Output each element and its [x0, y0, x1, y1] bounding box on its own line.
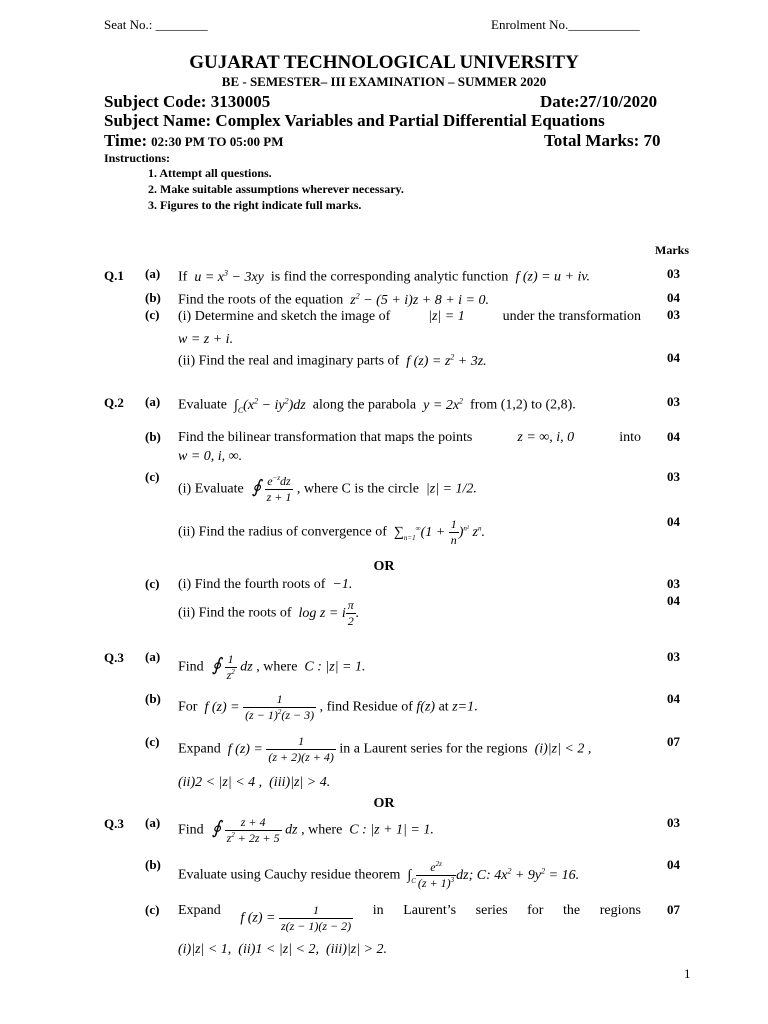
time-value: 02:30 PM TO 05:00 PM — [151, 134, 284, 149]
q1c-ii-text — [178, 352, 487, 370]
part-label: (c) — [145, 307, 160, 322]
q2cor-i-label: (i) Find the fourth roots of — [178, 577, 326, 592]
q2a-integral: $\int_C(x^2 - iy^2)dz$ — [230, 396, 310, 415]
q1c-i-transformation: w = z + i. — [178, 332, 234, 347]
q3or-c-the: the — [563, 903, 581, 918]
q3c-region-i: (i)|z| < 2 , — [531, 741, 592, 757]
q3b-at: at — [438, 699, 449, 715]
part-label: (b) — [145, 691, 161, 706]
q2b-into: into — [619, 430, 641, 445]
q3or-c-regions: regions — [599, 903, 641, 918]
q2cor-i-text — [178, 577, 352, 593]
part-label: (c) — [145, 469, 160, 484]
q2b-images: w = 0, i, ∞. — [178, 449, 243, 464]
part-label: (a) — [145, 649, 161, 664]
marks-value: 04 — [667, 691, 680, 706]
part-label: (a) — [145, 394, 161, 409]
q1a-if: If — [178, 269, 188, 285]
part-label: (c) — [145, 902, 160, 917]
question-label: Q.1 — [104, 268, 124, 283]
q2b-points: z = ∞, i, 0 — [517, 430, 575, 445]
q2c-ii-series: $\sum_{n=1}^\infty(1$ + $\frac{1}{n}$ )$^{n^2}$ $z^n$. — [390, 517, 485, 547]
q3or-a-contour: C : |z + 1| = 1. — [345, 822, 434, 838]
question-label: Q.3 — [104, 816, 124, 831]
part-label: (b) — [145, 857, 161, 872]
q1c-ii-formula: f $(z) = z^2 + 3z$. — [402, 352, 487, 369]
or-separator: OR — [373, 796, 395, 811]
instruction-item: 1. Attempt all questions. — [148, 166, 272, 180]
q3a-text: Find ∮ $\frac{1}{z^2}$ dz , where C : |z| = 1. — [178, 652, 366, 682]
q1c-i-part2: under the transformation — [502, 309, 641, 324]
q1a-formula-u: $u = x^3 - 3xy$ — [190, 268, 268, 285]
q2c-ii-text — [178, 517, 485, 548]
q3or-c-laurent: Laurent’s — [403, 903, 457, 918]
time-label: Time: — [104, 131, 148, 150]
marks-value: 04 — [667, 593, 680, 608]
q3c-expand: Expand — [178, 741, 221, 757]
marks-value: 03 — [667, 394, 680, 409]
q2c-i-where: , where C is the circle — [296, 481, 419, 497]
q3b-fz: f(z) — [416, 699, 436, 715]
exam-title: BE - SEMESTER– III EXAMINATION – SUMMER 2020 — [221, 74, 547, 89]
q3a-where: , where — [256, 659, 298, 675]
q3or-a-find: Find — [178, 822, 204, 838]
q3or-c-in: in — [372, 903, 384, 918]
q2a-text — [178, 396, 576, 414]
q3or-a-where: , where — [301, 822, 343, 838]
marks-value: 04 — [667, 429, 680, 444]
part-label: (a) — [145, 266, 161, 281]
q3or-a-text: Find ∮ $\frac{z + 4}{z^2 + 2z + 5}$ dz , where C : |z + 1| = 1. — [178, 815, 434, 845]
q3a-fraction: $\frac{1}{z^2}$ — [226, 652, 235, 682]
marks-value: 04 — [667, 514, 680, 529]
instruction-item: 3. Figures to the right indicate full marks. — [148, 198, 362, 212]
marks-value: 03 — [667, 576, 680, 591]
q1c-ii-label: (ii) Find the real and imaginary parts of — [178, 353, 400, 369]
q3or-a-fraction: $\frac{z + 4}{z^2 + 2z + 5}$ — [226, 815, 280, 845]
q3or-b-text — [178, 860, 579, 891]
q1b-text — [178, 291, 489, 309]
q1a-mid: is find the corresponding analytic function — [270, 269, 509, 285]
q2a-parabola: $y = 2x^2$ — [419, 396, 464, 413]
part-label: (c) — [145, 734, 160, 749]
q1b-formula: $z^2 - (5 + i)z + 8 + i = 0$. — [346, 291, 490, 308]
q1c-i-formula: |z| = 1 — [428, 309, 465, 324]
q3or-c-text — [178, 903, 641, 934]
question-label: Q.2 — [104, 395, 124, 410]
exam-date: Date:27/10/2020 — [540, 92, 658, 111]
q2c-i-circle: |z| = 1/2. — [422, 481, 477, 497]
q3b-formula: f (z) = $\frac{1}{(z - 1)^2(z - 3)}$ — [200, 692, 315, 722]
instruction-item: 2. Make suitable assumptions wherever necessary. — [148, 182, 404, 196]
q2a-eval: Evaluate — [178, 397, 227, 413]
marks-value: 03 — [667, 815, 680, 830]
subject-code: Subject Code: 3130005 — [104, 92, 271, 111]
q2b-label: Find the bilinear transformation that maps the points — [178, 430, 473, 445]
q3or-c-regions-formula: (i)|z| < 1, (ii)1 < |z| < 2, (iii)|z| > 2. — [178, 942, 388, 957]
q2c-i-label: (i) Evaluate — [178, 481, 244, 497]
part-label: (c) — [145, 576, 160, 591]
page-number: 1 — [684, 966, 691, 981]
subject-name: Subject Name: Complex Variables and Partial Differential Equations — [104, 111, 605, 130]
q3c-text — [178, 734, 591, 765]
marks-value: 07 — [667, 734, 680, 749]
q3b-find: , find Residue of — [319, 699, 413, 715]
q3or-c-formula: f (z) = $\frac{1}{z(z - 1)(z - 2)}$ — [240, 903, 352, 933]
q2c-ii-label: (ii) Find the radius of convergence of — [178, 524, 387, 540]
marks-value: 07 — [667, 902, 680, 917]
q2cor-i-value: −1. — [328, 577, 353, 592]
q3or-b-label: Evaluate using Cauchy residue theorem — [178, 867, 401, 883]
q1a-text — [178, 268, 590, 286]
marks-value: 03 — [667, 307, 680, 322]
q2a-from: from (1,2) to (2,8). — [470, 397, 576, 413]
marks-value: 03 — [667, 649, 680, 664]
q3a-contour: C : |z| = 1. — [300, 659, 366, 675]
seat-number-label: Seat No.: ________ — [104, 17, 208, 32]
marks-value: 04 — [667, 350, 680, 365]
part-label: (b) — [145, 429, 161, 444]
marks-value: 04 — [667, 857, 680, 872]
instructions-heading: Instructions: — [104, 151, 171, 165]
q3or-c-series: series — [475, 903, 508, 918]
q3b-z1: z=1 — [452, 699, 475, 715]
q3a-find: Find — [178, 659, 204, 675]
or-separator: OR — [373, 559, 395, 574]
marks-value: 03 — [667, 266, 680, 281]
q2c-i-text: (i) Evaluate ∮ $\frac{e^{-z}dz}{z + 1}$ , where C is the circle |z| = 1/2. — [178, 474, 477, 504]
q3c-series: in a Laurent series for the regions — [339, 741, 528, 757]
q3b-text: For f (z) = $\frac{1}{(z - 1)^2(z - 3)}$ , find Residue of f(z) at z=1. — [178, 692, 478, 722]
q3or-c-for: for — [527, 903, 544, 918]
q1c-i-part1: (i) Determine and sketch the image of — [178, 309, 391, 324]
marks-heading: Marks — [655, 243, 689, 257]
part-label: (a) — [145, 815, 161, 830]
q3b-for: For — [178, 699, 198, 715]
marks-value: 03 — [667, 469, 680, 484]
question-label: Q.3 — [104, 650, 124, 665]
enrolment-number-label: Enrolment No.___________ — [491, 17, 640, 32]
q1a-formula-f: f (z) = u + iv. — [511, 269, 591, 285]
q1b-label: Find the roots of the equation — [178, 292, 344, 308]
marks-value: 04 — [667, 290, 680, 305]
q3c-formula: f (z) = $\frac{1}{(z + 2)(z + 4)}$ — [224, 734, 334, 764]
q2a-along: along the parabola — [312, 397, 417, 413]
q1c-i-text — [178, 309, 641, 325]
university-title: GUJARAT TECHNOLOGICAL UNIVERSITY — [189, 52, 579, 73]
q3or-b-integral: $\int_C$ $\frac{e^{2z}}{(z + 1)^3}$ dz; C: $4x^2 + 9y^2 = 16$. — [403, 860, 580, 890]
part-label: (b) — [145, 290, 161, 305]
exam-time — [104, 131, 284, 151]
q2b-text — [178, 430, 641, 446]
q2cor-ii-label: (ii) Find the roots of — [178, 605, 292, 621]
q3c-regions: (ii)2 < |z| < 4 , (iii)|z| > 4. — [178, 775, 331, 790]
q2cor-ii-formula: log z = i $\frac{\pi}{2}$ . — [295, 598, 360, 628]
q3or-c-expand: Expand — [178, 903, 221, 918]
total-marks: Total Marks: 70 — [544, 131, 661, 150]
q2c-i-fraction: $\frac{e^{-z}dz}{z + 1}$ — [266, 474, 292, 504]
q2cor-ii-text — [178, 598, 359, 629]
